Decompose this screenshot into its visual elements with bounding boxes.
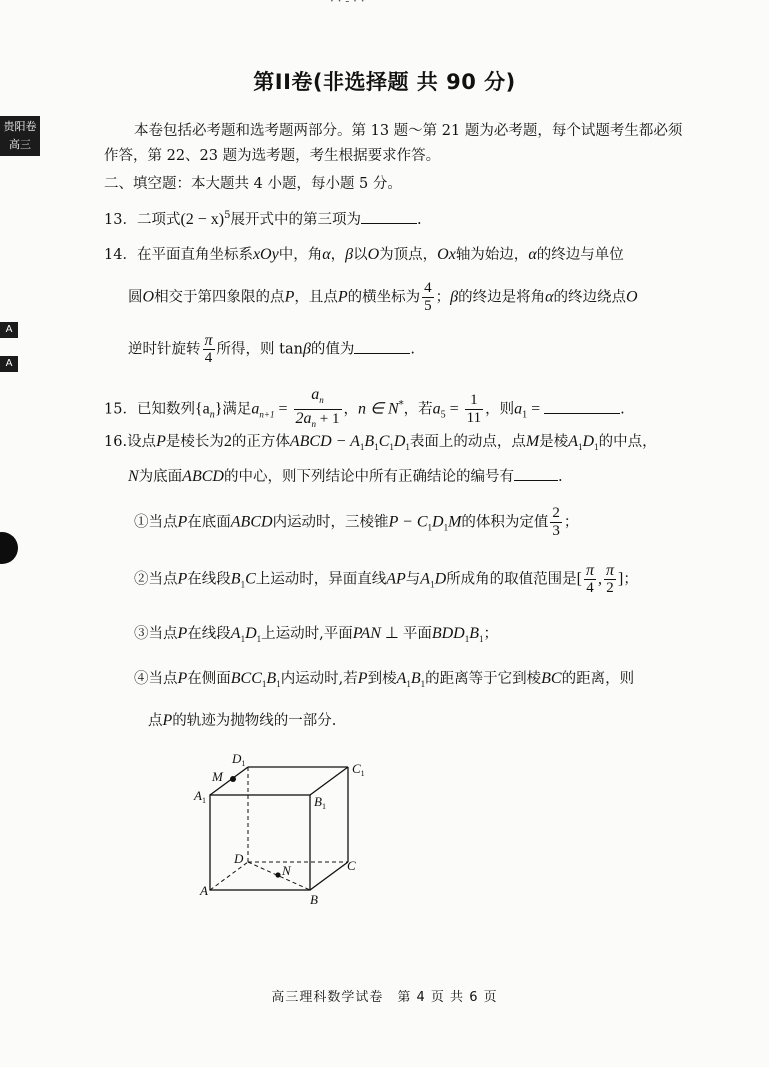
s4-sub: 1 — [420, 678, 426, 689]
question-13 — [104, 208, 422, 229]
s3-plane: BDD — [431, 625, 465, 642]
s4-text: 的距离，则 — [561, 671, 635, 687]
q14-text: 相交于第四象限的点 — [154, 289, 285, 306]
q14-text: 在平面直角坐标系 — [136, 247, 253, 263]
q15-sub: 5 — [440, 409, 446, 421]
s2-a1d: A — [420, 570, 431, 588]
q15-n-in: n ∈ N — [358, 400, 399, 418]
q16-text: 表面上的动点，点 — [409, 434, 526, 450]
s3-p: P — [177, 625, 188, 642]
s3-sub: 1 — [464, 633, 470, 644]
q13-end: . — [417, 212, 422, 228]
label-c1: $C_1$ — [352, 761, 365, 778]
q14-beta: β — [302, 340, 311, 358]
q13-expr: (2 − x) — [180, 211, 225, 228]
s1-pyramid: M — [448, 513, 462, 531]
s1-fraction-2-3: $\frac{2}{3}$ — [552, 505, 560, 539]
q14-text: 的终边是将角 — [458, 289, 546, 306]
point-m — [230, 776, 236, 782]
s2-text: ； — [623, 571, 638, 588]
q13-text-2: 展开式中的第三项为 — [230, 212, 362, 228]
s1-sub: 1 — [427, 522, 433, 533]
edge-a-d-hidden — [210, 862, 248, 890]
s3-text: 上运动时,平面 — [261, 626, 353, 642]
s3-text: 平面 — [402, 626, 432, 642]
s1-text: 的体积为定值 — [461, 514, 549, 531]
s2-fraction-pi-4: $\frac{\pi}{4}$ — [585, 562, 594, 596]
s4-text: 点 — [148, 713, 163, 729]
q14-text: ； — [435, 289, 451, 306]
q14-number: 14． — [104, 247, 137, 263]
q16-end: . — [557, 469, 563, 485]
s2-sub: 1 — [430, 579, 435, 590]
q14-text: 中，角 — [278, 247, 323, 263]
s4-sub: 1 — [276, 678, 281, 689]
q14-text: 圆 — [128, 289, 143, 306]
s4-edge: A — [396, 670, 407, 687]
q13-answer-blank[interactable] — [361, 209, 417, 224]
q15-text: ，若 — [403, 401, 433, 418]
q15-text: ， — [343, 401, 358, 418]
q14-end: . — [410, 341, 416, 358]
q14-text: 所得，则 tan — [216, 341, 303, 358]
q14-o: O — [367, 246, 380, 263]
q14-fraction-pi-4: $\frac{\pi}{4}$ — [204, 332, 213, 366]
q14-text: 的终边与单位 — [536, 247, 624, 263]
sidebar-tab-2: A — [0, 356, 18, 372]
s2-a1d: D — [434, 570, 447, 588]
q16-abcd: ABCD — [182, 468, 224, 485]
page-title: 第II卷(非选择题 共 90 分) — [253, 70, 516, 94]
s2-text: 与 — [405, 571, 421, 588]
statement-4-line-1 — [134, 667, 634, 689]
s1-text: 在底面 — [187, 514, 231, 531]
q14-text: 为顶点， — [379, 247, 438, 263]
sidebar-tab-1: A — [0, 322, 18, 338]
q16-text: 设点 — [127, 434, 157, 450]
q13-exponent: 5 — [224, 210, 231, 222]
question-16-line-1 — [104, 430, 657, 452]
q15-eq: = — [527, 400, 545, 418]
label-b: B — [310, 892, 318, 907]
binding-sidebar — [0, 116, 40, 156]
s2-text: 当点 — [148, 571, 178, 588]
s3-sub: 1 — [256, 633, 262, 644]
s3-text: ； — [483, 626, 498, 642]
s3-segment: A — [230, 625, 241, 642]
q15-star: * — [398, 399, 404, 411]
punch-hole — [0, 532, 18, 564]
question-14-line-3 — [128, 332, 415, 367]
intro-line-2: 作答，第 22、23 题为选考题，考生根据要求作答。 — [104, 148, 441, 164]
q15-seq: {a — [194, 400, 210, 418]
q15-a5: a — [432, 400, 441, 418]
q16-m: M — [525, 433, 540, 450]
q14-text: 逆时针旋转 — [128, 341, 201, 358]
s3-sub: 1 — [240, 633, 246, 644]
s2-text: 所成角的取值范围是 — [446, 571, 577, 588]
q15-text: 满足 — [222, 401, 252, 418]
q16-text: 是棱长为 — [165, 434, 224, 450]
s4-mark: ④ — [134, 671, 149, 687]
label-a: A — [200, 883, 208, 898]
q16-p: P — [156, 433, 166, 450]
q15-sub: 1 — [522, 409, 528, 421]
q14-fraction-4-5: $\frac{4}{5}$ — [424, 280, 432, 314]
question-14-line-2 — [128, 280, 638, 315]
q16-cube: ABCD − A — [289, 433, 360, 450]
q16-sub: 1 — [374, 441, 379, 452]
s2-text: 在线段 — [187, 571, 231, 588]
label-d: D — [234, 851, 244, 866]
q16-text: 是棱 — [539, 434, 569, 450]
statement-3 — [134, 622, 498, 644]
s2-mark: ② — [134, 571, 149, 588]
s2-bracket: ] — [617, 570, 624, 588]
s4-face: BCC — [230, 670, 262, 687]
q14-alpha: α — [545, 288, 554, 306]
cube-front-face — [210, 795, 310, 890]
q16-text: 的正方体 — [231, 434, 290, 450]
s4-sub: 1 — [261, 678, 267, 689]
q16-answer-blank[interactable] — [514, 466, 558, 481]
sidebar-label-2: 高三 — [9, 138, 31, 151]
s1-p: P — [177, 513, 188, 531]
s1-text: 当点 — [148, 514, 178, 531]
label-b1: $B_1$ — [314, 794, 326, 811]
q15-eq: = — [274, 400, 292, 418]
q16-n: N — [128, 468, 139, 485]
q16-sub: 1 — [594, 441, 599, 452]
edge-b-c — [310, 862, 348, 890]
s4-face: B — [266, 670, 277, 687]
q16-number: 16. — [104, 434, 128, 450]
q14-text: 以 — [353, 247, 368, 263]
s2-p: P — [177, 570, 188, 588]
q14-alpha: α — [322, 246, 331, 263]
section-heading: 二、填空题：本大题共 4 小题，每小题 5 分。 — [104, 176, 402, 192]
intro-line-1: 本卷包括必考题和选考题两部分。第 13 题～第 21 题为必考题，每个试题考生都必须 — [134, 123, 683, 139]
q15-a1: a — [514, 400, 523, 418]
s2-ap: AP — [386, 570, 406, 588]
edge-b1-c1 — [310, 767, 348, 795]
q15-lhs: a — [251, 400, 260, 418]
s4-text: 当点 — [148, 671, 178, 687]
q14-text: 的终边绕点 — [553, 289, 626, 306]
s2-text: 上运动时，异面直线 — [255, 571, 387, 588]
q14-o: O — [142, 288, 155, 306]
s3-text: 在线段 — [187, 626, 231, 642]
s1-abcd: ABCD — [230, 513, 273, 531]
q15-end: . — [620, 401, 625, 418]
q15-seq-end: } — [214, 400, 223, 418]
s4-text: 到棱 — [367, 671, 397, 687]
question-15 — [104, 386, 625, 433]
q16-text: 的中点， — [598, 434, 657, 450]
q16-text: 为底面 — [138, 469, 183, 485]
s4-sub: 1 — [406, 678, 411, 689]
statement-4-line-2 — [148, 709, 336, 730]
s2-comma: , — [597, 570, 602, 588]
label-n: N — [282, 863, 291, 878]
s4-text: 的轨迹为抛物线的一部分. — [172, 713, 337, 729]
q14-xoy: xOy — [252, 246, 279, 263]
s3-text: 当点 — [148, 626, 178, 642]
label-a1: $A_1$ — [194, 788, 206, 805]
sidebar-label-1: 贵阳卷 — [3, 120, 37, 133]
s1-text: ； — [563, 514, 579, 531]
s1-pyramid: D — [432, 513, 444, 531]
s4-edge: B — [410, 670, 421, 687]
q14-ox: Ox — [437, 246, 456, 263]
q15-fraction: $\frac{a_n}{2a_n + 1}$ — [295, 386, 340, 429]
s3-plane: B — [469, 625, 479, 642]
q13-text: 二项式 — [136, 212, 181, 228]
s3-segment: D — [245, 625, 257, 642]
s1-sub: 1 — [443, 522, 449, 533]
q15-sub: n — [209, 409, 215, 421]
q14-text: 的值为 — [310, 341, 355, 358]
statement-1 — [134, 505, 578, 540]
q14-alpha: α — [528, 246, 537, 263]
q16-sub: 1 — [405, 441, 410, 452]
s2-fraction-pi-2: $\frac{\pi}{2}$ — [605, 562, 614, 596]
q16-cube: D — [393, 433, 406, 450]
q14-o: O — [626, 288, 638, 306]
s4-p: P — [357, 670, 368, 687]
s1-text: 内运动时，三棱锥 — [272, 514, 389, 531]
q14-p: P — [337, 288, 348, 306]
q15-eq: = — [445, 400, 463, 418]
top-scan-mark: · · - · · — [330, 0, 365, 8]
s4-text: 在侧面 — [187, 671, 231, 687]
question-14-line-1 — [104, 243, 624, 264]
q15-number: 15． — [104, 401, 137, 418]
q16-two: 2 — [223, 433, 232, 450]
statement-2 — [134, 562, 638, 597]
s3-sub: 1 — [479, 633, 484, 644]
q14-answer-blank[interactable] — [354, 339, 410, 354]
s4-text: 的距离等于它到棱 — [425, 671, 542, 687]
s4-bc: BC — [541, 670, 562, 687]
s4-p: P — [177, 670, 188, 687]
q14-p: P — [284, 288, 295, 306]
s2-sub: 1 — [240, 579, 246, 590]
q16-sub: 1 — [578, 441, 583, 452]
q15-sub: n+1 — [259, 409, 275, 420]
label-m: M — [212, 769, 223, 784]
s4-text: 内运动时,若 — [280, 671, 358, 687]
q14-text: 轴为始边， — [455, 247, 529, 263]
q16-edge: A — [568, 433, 579, 450]
s4-p: P — [162, 712, 173, 729]
label-d1: $D_1$ — [232, 751, 246, 768]
s3-mark: ③ — [134, 626, 149, 642]
q15-answer-blank[interactable] — [544, 399, 620, 414]
q15-text: ，则 — [485, 401, 515, 418]
s2-segment: C — [245, 570, 256, 588]
q14-beta: β — [345, 246, 354, 263]
q14-text: ，且点 — [294, 289, 338, 306]
q15-fraction-1-11: $\frac{1}{11}$ — [466, 392, 482, 426]
q15-text: 已知数列 — [136, 401, 195, 418]
s3-perp: ⊥ — [380, 625, 403, 642]
s2-segment: B — [230, 570, 241, 588]
s3-pan: PAN — [352, 625, 381, 642]
cube-figure — [190, 745, 380, 910]
page-footer: 高三理科数学试卷 第 4 页 共 6 页 — [271, 990, 498, 1005]
q14-text: 的横坐标为 — [347, 289, 421, 306]
label-c: C — [347, 858, 356, 873]
q14-beta: β — [450, 288, 459, 306]
point-n — [275, 872, 280, 877]
s1-pyramid: P − C — [388, 513, 428, 531]
q16-sub: 1 — [389, 441, 394, 452]
s1-mark: ① — [134, 514, 149, 531]
q14-text: ， — [330, 247, 346, 263]
s2-bracket: [ — [576, 570, 582, 588]
q13-number: 13． — [104, 212, 137, 228]
q16-cube: B — [364, 433, 375, 450]
q16-sub: 1 — [359, 441, 365, 452]
q16-text: 的中心，则下列结论中所有正确结论的编号有 — [223, 469, 514, 485]
question-16-line-2 — [128, 465, 563, 486]
q16-edge: D — [582, 433, 595, 450]
q16-cube: C — [378, 433, 390, 450]
